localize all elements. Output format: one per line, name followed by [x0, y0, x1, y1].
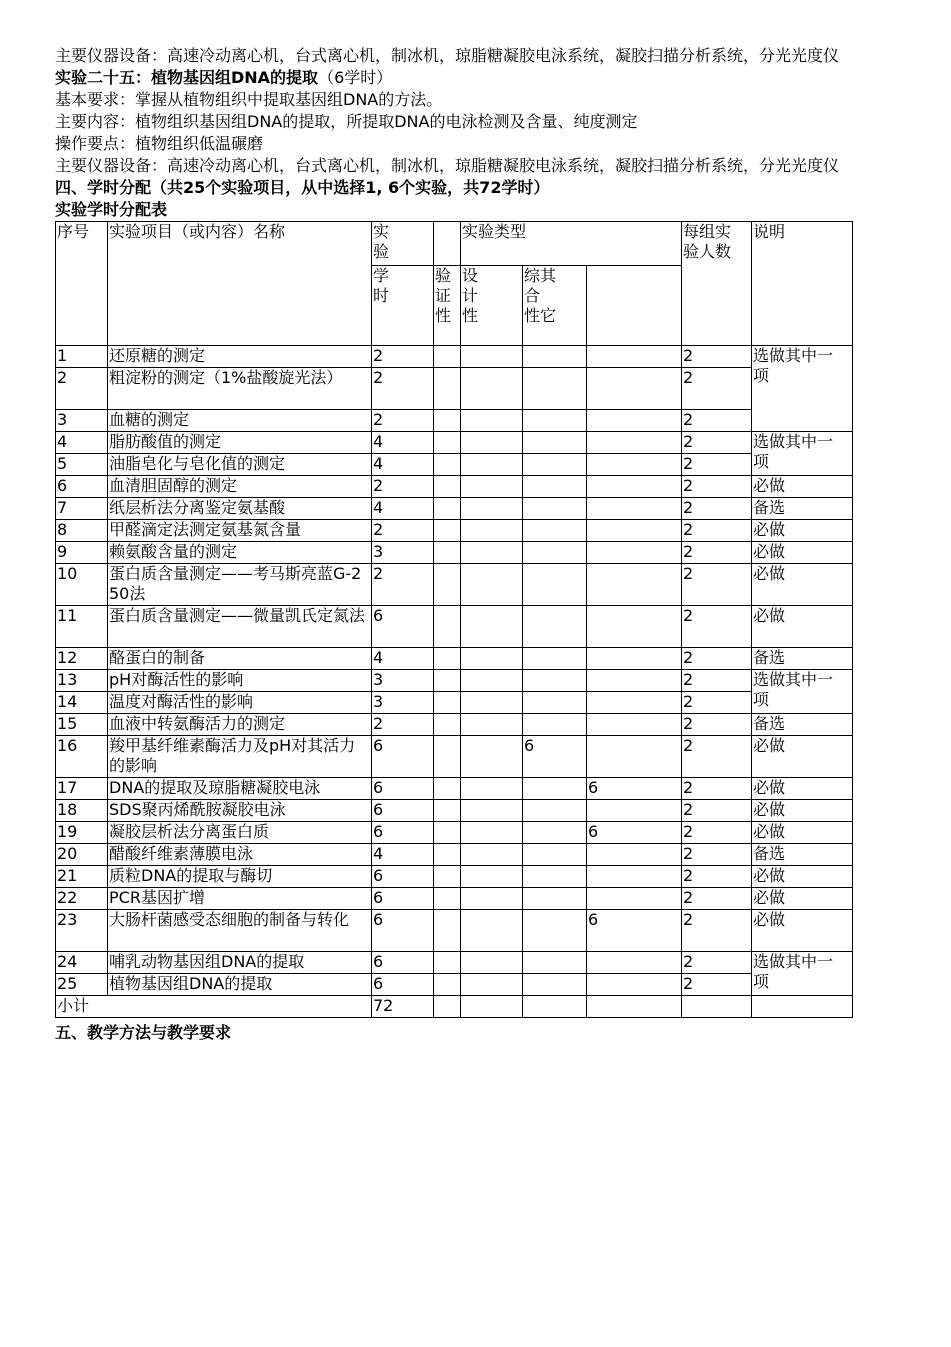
cell-seq: 6 [56, 476, 108, 498]
note-line: 选做其中一 [753, 432, 834, 451]
cell-name: 醋酸纤维素薄膜电泳 [108, 844, 372, 866]
cell-name: 纸层析法分离鉴定氨基酸 [108, 498, 372, 520]
cell-comprehensive [587, 606, 682, 648]
cell-people: 2 [682, 410, 752, 432]
cell-design: 6 [523, 736, 587, 778]
table-row [56, 520, 853, 542]
cell-verify [461, 368, 523, 410]
cell-design [523, 476, 587, 498]
cell-name: 蛋白质含量测定——考马斯亮蓝G-250法 [108, 564, 372, 606]
cell-design [523, 410, 587, 432]
cell-note: 必做 [752, 542, 853, 564]
cell-verify [461, 432, 523, 454]
cell-people: 2 [682, 822, 752, 844]
cell-seq: 20 [56, 844, 108, 866]
cell-people: 2 [682, 800, 752, 822]
table-row [56, 670, 853, 692]
note-line: 项 [753, 366, 770, 385]
cell-seq: 8 [56, 520, 108, 542]
cell-design [523, 648, 587, 670]
cell-people: 2 [682, 714, 752, 736]
cell-design [523, 670, 587, 692]
cell-hours: 2 [372, 476, 434, 498]
cell-verify [461, 800, 523, 822]
cell-comprehensive [587, 520, 682, 542]
cell-blank [434, 822, 461, 844]
cell-blank [434, 606, 461, 648]
basic-requirement: 基本要求：掌握从植物组织中提取基因组DNA的方法。 [55, 90, 443, 109]
cell-name: 大肠杆菌感受态细胞的制备与转化 [108, 910, 372, 952]
cell-blank [434, 346, 461, 368]
cell-people: 2 [682, 692, 752, 714]
cell-blank [434, 778, 461, 800]
cell-people: 2 [682, 542, 752, 564]
cell-people: 2 [682, 648, 752, 670]
cell-name: 质粒DNA的提取与酶切 [108, 866, 372, 888]
cell-design [523, 606, 587, 648]
cell-seq: 7 [56, 498, 108, 520]
cell-name: 赖氨酸含量的测定 [108, 542, 372, 564]
main-content: 主要内容：植物组织基因组DNA的提取，所提取DNA的电泳检测及含量、纯度测定 [55, 112, 638, 131]
cell-seq: 1 [56, 346, 108, 368]
cell-name: 脂肪酸值的测定 [108, 432, 372, 454]
cell-people: 2 [682, 606, 752, 648]
cell-design [523, 520, 587, 542]
equipment-paragraph-1: 主要仪器设备：高速冷动离心机，台式离心机，制冰机，琼脂糖凝胶电泳系统，凝胶扫描分析系统，分光光度仪 [55, 46, 840, 65]
cell-seq: 3 [56, 410, 108, 432]
cell-verify [461, 346, 523, 368]
cell-design [523, 888, 587, 910]
note-line: 选做其中一 [753, 670, 834, 689]
cell-hours: 6 [372, 606, 434, 648]
cell-blank [434, 974, 461, 996]
table-row [56, 498, 853, 520]
cell-blank [434, 670, 461, 692]
cell-design [523, 844, 587, 866]
cell-design [523, 692, 587, 714]
cell-seq: 23 [56, 910, 108, 952]
cell-note: 必做 [752, 564, 853, 606]
cell-comprehensive [587, 866, 682, 888]
cell-hours: 2 [372, 714, 434, 736]
cell-comprehensive [587, 368, 682, 410]
cell-name: 血糖的测定 [108, 410, 372, 432]
cell-hours: 4 [372, 844, 434, 866]
cell-people: 2 [682, 476, 752, 498]
subtotal-label: 小计 [56, 996, 372, 1018]
cell-comprehensive [587, 800, 682, 822]
cell-design [523, 564, 587, 606]
cell-design [523, 714, 587, 736]
cell-note: 必做 [752, 866, 853, 888]
header-seq: 序号 [56, 222, 108, 346]
cell-hours: 3 [372, 542, 434, 564]
cell-seq: 17 [56, 778, 108, 800]
document-page [55, 45, 905, 1044]
cell-seq: 14 [56, 692, 108, 714]
cell-hours: 4 [372, 498, 434, 520]
cell-seq: 11 [56, 606, 108, 648]
cell-comprehensive [587, 736, 682, 778]
cell-comprehensive [587, 476, 682, 498]
cell-blank [434, 692, 461, 714]
cell-seq: 24 [56, 952, 108, 974]
section-5-heading: 五、教学方法与教学要求 [55, 1023, 232, 1042]
cell-hours: 6 [372, 736, 434, 778]
cell-blank [434, 844, 461, 866]
cell-blank [434, 952, 461, 974]
note-line: 选做其中一 [753, 952, 834, 971]
cell-name: 血液中转氨酶活力的测定 [108, 714, 372, 736]
cell-verify [461, 542, 523, 564]
cell-note: 必做 [752, 520, 853, 542]
cell-comprehensive [587, 692, 682, 714]
table-row [56, 844, 853, 866]
subtotal-blank [461, 996, 523, 1018]
table-row [56, 778, 853, 800]
cell-hours: 6 [372, 778, 434, 800]
table-row [56, 368, 853, 410]
cell-name: 血清胆固醇的测定 [108, 476, 372, 498]
cell-note [752, 346, 853, 432]
table-row [56, 974, 853, 996]
cell-verify [461, 648, 523, 670]
cell-blank [434, 476, 461, 498]
cell-verify [461, 736, 523, 778]
cell-people: 2 [682, 498, 752, 520]
cell-seq: 5 [56, 454, 108, 476]
cell-hours: 6 [372, 974, 434, 996]
cell-blank [434, 648, 461, 670]
cell-seq: 15 [56, 714, 108, 736]
cell-blank [434, 520, 461, 542]
cell-verify [461, 974, 523, 996]
cell-comprehensive: 6 [587, 822, 682, 844]
cell-people: 2 [682, 520, 752, 542]
header-comprehensive: 综其 合 性它 [523, 266, 587, 346]
table-row [56, 648, 853, 670]
cell-comprehensive [587, 432, 682, 454]
cell-design [523, 974, 587, 996]
cell-name: 酪蛋白的制备 [108, 648, 372, 670]
cell-comprehensive [587, 410, 682, 432]
cell-blank [434, 432, 461, 454]
table-row [56, 736, 853, 778]
header-hours-bottom: 学 时 [372, 266, 434, 346]
subtotal-blank [587, 996, 682, 1018]
cell-design [523, 454, 587, 476]
cell-blank [434, 736, 461, 778]
cell-design [523, 910, 587, 952]
cell-verify [461, 844, 523, 866]
header-people: 每组实 验人数 [682, 222, 752, 346]
table-title: 实验学时分配表 [55, 200, 168, 219]
table-row [56, 410, 853, 432]
cell-verify [461, 564, 523, 606]
cell-comprehensive [587, 670, 682, 692]
cell-name: 植物基因组DNA的提取 [108, 974, 372, 996]
cell-people: 2 [682, 346, 752, 368]
cell-comprehensive [587, 974, 682, 996]
cell-people: 2 [682, 952, 752, 974]
cell-blank [434, 888, 461, 910]
cell-comprehensive [587, 844, 682, 866]
cell-comprehensive [587, 454, 682, 476]
cell-hours: 6 [372, 866, 434, 888]
table-row [56, 476, 853, 498]
cell-people: 2 [682, 888, 752, 910]
cell-name: pH对酶活性的影响 [108, 670, 372, 692]
cell-design [523, 498, 587, 520]
cell-hours: 6 [372, 888, 434, 910]
cell-hours: 2 [372, 520, 434, 542]
cell-blank [434, 800, 461, 822]
cell-blank [434, 410, 461, 432]
cell-people: 2 [682, 368, 752, 410]
cell-note: 必做 [752, 606, 853, 648]
cell-name: 温度对酶活性的影响 [108, 692, 372, 714]
cell-verify [461, 670, 523, 692]
cell-verify [461, 454, 523, 476]
cell-hours: 4 [372, 648, 434, 670]
cell-design [523, 346, 587, 368]
cell-name: 哺乳动物基因组DNA的提取 [108, 952, 372, 974]
table-row [56, 822, 853, 844]
cell-comprehensive [587, 498, 682, 520]
cell-hours: 2 [372, 410, 434, 432]
cell-verify [461, 910, 523, 952]
cell-blank [434, 866, 461, 888]
note-line: 选做其中一 [753, 346, 834, 365]
cell-note: 必做 [752, 476, 853, 498]
cell-hours: 4 [372, 432, 434, 454]
cell-design [523, 778, 587, 800]
cell-hours: 2 [372, 346, 434, 368]
cell-verify [461, 866, 523, 888]
cell-verify [461, 606, 523, 648]
cell-note: 必做 [752, 910, 853, 952]
cell-seq: 16 [56, 736, 108, 778]
subtotal-hours: 72 [372, 996, 434, 1018]
cell-seq: 25 [56, 974, 108, 996]
subtotal-row [56, 996, 853, 1018]
cell-name: DNA的提取及琼脂糖凝胶电泳 [108, 778, 372, 800]
cell-people: 2 [682, 454, 752, 476]
cell-comprehensive [587, 564, 682, 606]
cell-seq: 22 [56, 888, 108, 910]
cell-comprehensive [587, 714, 682, 736]
subtotal-blank [434, 996, 461, 1018]
cell-note [752, 432, 853, 476]
hours-allocation-table [55, 221, 853, 1018]
cell-people: 2 [682, 736, 752, 778]
table-row [56, 866, 853, 888]
cell-seq: 12 [56, 648, 108, 670]
cell-name: 羧甲基纤维素酶活力及pH对其活力的影响 [108, 736, 372, 778]
table-row [56, 346, 853, 368]
table-row [56, 454, 853, 476]
cell-note [752, 670, 853, 714]
cell-seq: 19 [56, 822, 108, 844]
section-4-heading: 四、学时分配（共25个实验项目，从中选择1, 6个实验，共72学时） [55, 178, 550, 197]
cell-verify [461, 888, 523, 910]
table-row [56, 542, 853, 564]
cell-verify [461, 498, 523, 520]
cell-note: 必做 [752, 822, 853, 844]
cell-hours: 3 [372, 670, 434, 692]
cell-blank [434, 454, 461, 476]
cell-note: 必做 [752, 778, 853, 800]
cell-blank [434, 714, 461, 736]
cell-hours: 2 [372, 564, 434, 606]
table-header-row-1 [56, 222, 853, 266]
cell-seq: 9 [56, 542, 108, 564]
cell-seq: 21 [56, 866, 108, 888]
header-type: 实验类型 [461, 222, 682, 266]
cell-note: 备选 [752, 714, 853, 736]
header-verify: 验 证 性 [434, 266, 461, 346]
cell-hours: 6 [372, 952, 434, 974]
cell-verify [461, 952, 523, 974]
cell-name: SDS聚丙烯酰胺凝胶电泳 [108, 800, 372, 822]
cell-verify [461, 410, 523, 432]
cell-name: 凝胶层析法分离蛋白质 [108, 822, 372, 844]
cell-hours: 6 [372, 822, 434, 844]
cell-verify [461, 476, 523, 498]
note-line: 项 [753, 690, 770, 709]
cell-seq: 4 [56, 432, 108, 454]
cell-hours: 2 [372, 368, 434, 410]
header-blank [434, 222, 461, 266]
cell-name: 油脂皂化与皂化值的测定 [108, 454, 372, 476]
equipment-paragraph-2: 主要仪器设备：高速冷动离心机，台式离心机，制冰机，琼脂糖凝胶电泳系统，凝胶扫描分析系统，分光光度仪 [55, 156, 840, 175]
cell-note: 备选 [752, 648, 853, 670]
header-design: 设 计 性 [461, 266, 523, 346]
table-row [56, 692, 853, 714]
cell-hours: 3 [372, 692, 434, 714]
cell-note [752, 952, 853, 996]
table-row [56, 910, 853, 952]
table-row [56, 564, 853, 606]
note-line: 项 [753, 452, 770, 471]
header-name: 实验项目（或内容）名称 [108, 222, 372, 346]
cell-seq: 2 [56, 368, 108, 410]
cell-hours: 6 [372, 800, 434, 822]
subtotal-blank [752, 996, 853, 1018]
cell-seq: 10 [56, 564, 108, 606]
key-points: 操作要点：植物组织低温碾磨 [55, 134, 264, 153]
cell-design [523, 368, 587, 410]
cell-verify [461, 520, 523, 542]
subtotal-blank [682, 996, 752, 1018]
table-row [56, 800, 853, 822]
cell-design [523, 542, 587, 564]
cell-blank [434, 910, 461, 952]
header-hours-top: 实 验 [372, 222, 434, 266]
cell-note: 必做 [752, 800, 853, 822]
cell-people: 2 [682, 844, 752, 866]
cell-design [523, 822, 587, 844]
cell-people: 2 [682, 670, 752, 692]
cell-name: 粗淀粉的测定（1%盐酸旋光法） [108, 368, 372, 410]
cell-people: 2 [682, 910, 752, 952]
cell-people: 2 [682, 432, 752, 454]
cell-name: PCR基因扩增 [108, 888, 372, 910]
cell-people: 2 [682, 564, 752, 606]
experiment-25-hours: （6学时） [318, 68, 393, 87]
cell-design [523, 432, 587, 454]
cell-note: 必做 [752, 736, 853, 778]
cell-comprehensive [587, 888, 682, 910]
cell-note: 必做 [752, 888, 853, 910]
cell-name: 蛋白质含量测定——微量凯氏定氮法 [108, 606, 372, 648]
cell-comprehensive [587, 648, 682, 670]
table-row [56, 432, 853, 454]
cell-name: 还原糖的测定 [108, 346, 372, 368]
cell-verify [461, 692, 523, 714]
cell-verify [461, 714, 523, 736]
cell-verify [461, 822, 523, 844]
cell-note: 备选 [752, 844, 853, 866]
cell-name: 甲醛滴定法测定氨基氮含量 [108, 520, 372, 542]
cell-design [523, 800, 587, 822]
cell-comprehensive [587, 952, 682, 974]
header-note: 说明 [752, 222, 853, 346]
cell-design [523, 952, 587, 974]
table-row [56, 606, 853, 648]
experiment-25-heading [55, 67, 905, 89]
cell-design [523, 866, 587, 888]
cell-verify [461, 778, 523, 800]
cell-blank [434, 498, 461, 520]
cell-people: 2 [682, 778, 752, 800]
cell-note: 备选 [752, 498, 853, 520]
cell-hours: 4 [372, 454, 434, 476]
cell-blank [434, 542, 461, 564]
cell-seq: 13 [56, 670, 108, 692]
cell-seq: 18 [56, 800, 108, 822]
cell-people: 2 [682, 974, 752, 996]
subtotal-blank [523, 996, 587, 1018]
cell-comprehensive: 6 [587, 910, 682, 952]
note-line: 项 [753, 972, 770, 991]
experiment-25-title: 实验二十五：植物基因组DNA的提取 [55, 68, 319, 87]
cell-comprehensive [587, 542, 682, 564]
table-row [56, 952, 853, 974]
header-blank-2 [587, 266, 682, 346]
table-row [56, 714, 853, 736]
table-row [56, 888, 853, 910]
cell-blank [434, 368, 461, 410]
cell-comprehensive [587, 346, 682, 368]
cell-comprehensive: 6 [587, 778, 682, 800]
cell-people: 2 [682, 866, 752, 888]
cell-hours: 6 [372, 910, 434, 952]
cell-blank [434, 564, 461, 606]
